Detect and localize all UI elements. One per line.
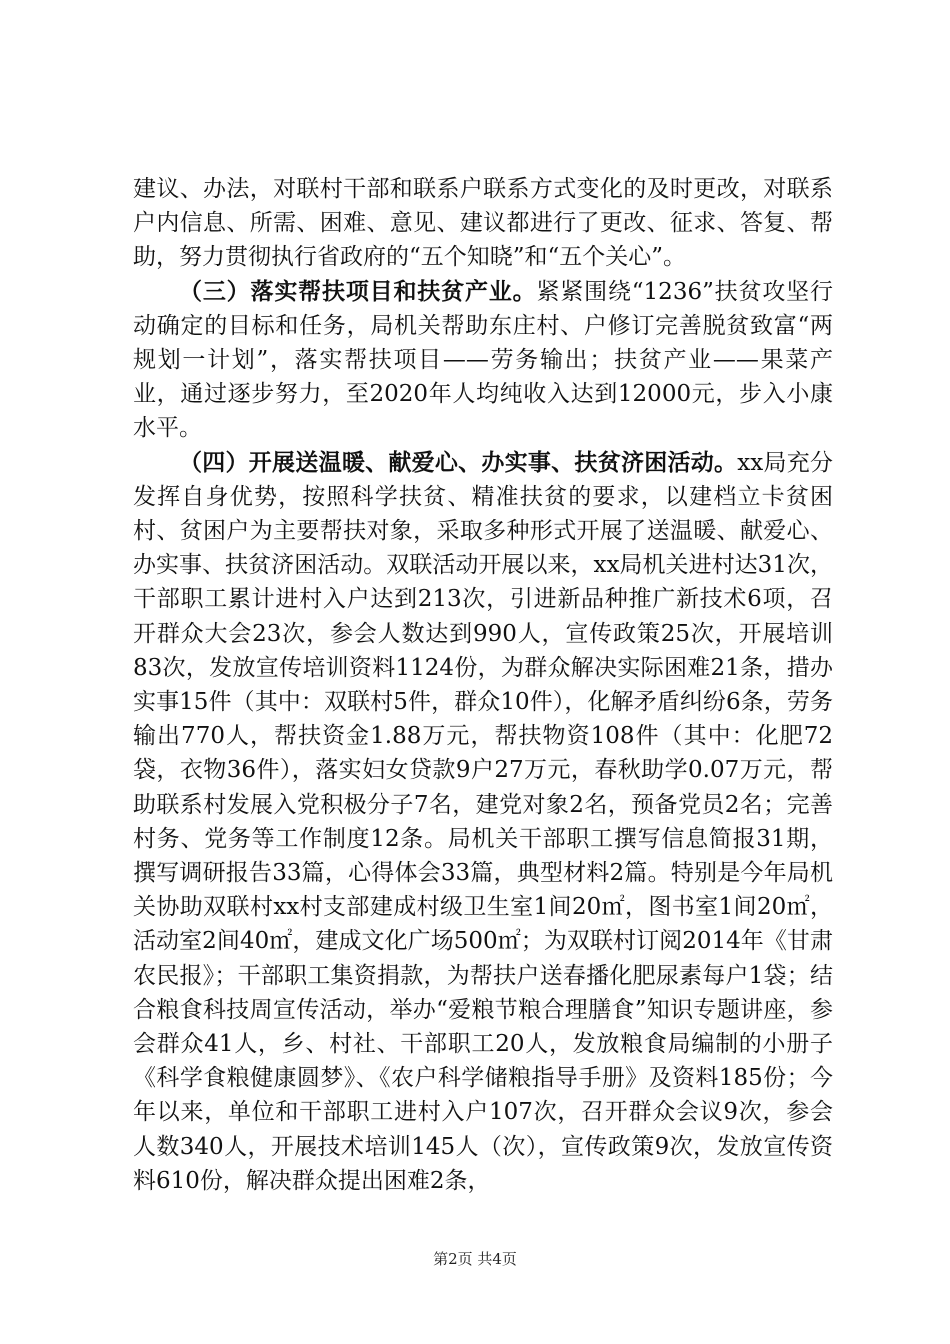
page-number-footer: 第2页 共4页 — [433, 1250, 517, 1268]
section-heading-3: （三）落实帮扶项目和扶贫产业。 — [179, 277, 537, 305]
document-body — [133, 172, 833, 1198]
section-heading-4: （四）开展送温暖、献爱心、办实事、扶贫济困活动。 — [179, 448, 738, 476]
paragraph-section-3 — [133, 275, 833, 446]
paragraph-section-4 — [133, 446, 833, 1198]
paragraph-text: 建议、办法，对联村干部和联系户联系方式变化的及时更改，对联系户内信息、所需、困难、意见、建议都进行了更改、征求、答复、帮助，努力贯彻执行省政府的“五个知晓”和“五个关心”。 — [133, 176, 833, 271]
paragraph-continued — [133, 172, 833, 275]
paragraph-text: xx局充分发挥自身优势，按照科学扶贫、精准扶贫的要求，以建档立卡贫困村、贫困户为主要帮扶对象，采取多种形式开展了送温暖、献爱心、办实事、扶贫济困活动。双联活动开展以来，xx局机关进村达31次，干部职工累计进村入户达到213次，引进新品种推广新技术6项，召开群众大会23次，参会人数达到990人，宣传政策25次，开展培训83次，发放宣传培训资料1124份，为群众解决实际困难21条，措办实事15件（其中：双联村5件，群众10件），化解矛盾纠纷6条，劳务输出770人，帮扶资金1.88万元，帮扶物资108件（其中：化肥72袋，衣物36件），落实妇女贷款9户27万元，春秋助学0.07万元，帮助联系村发展入党积极分子7名，建党对象2名，预备党员2名；完善村务、党务等工作制度12条。局机关干部职工撰写信息简报31期，撰写调研报告33篇，心得体会33篇，典型材料2篇。特别是今年局机关协助双联村xx村支部建成村级卫生室1间20㎡，图书室1间20㎡，活动室2间40㎡，建成文化广场500㎡；为双联村订阅2014年《甘肃农民报》；干部职工集资捐款，为帮扶户送春播化肥尿素每户1袋；结合粮食科技周宣传活动，举办“爱粮节粮合理膳食”知识专题讲座，参会群众41人，乡、村社、干部职工20人，发放粮食局编制的小册子《科学食粮健康圆梦》、《农户科学储粮指导手册》及资料185份；今年以来，单位和干部职工进村入户107次，召开群众会议9次，参会人数340人，开展技术培训145人（次），宣传政策9次，发放宣传资料610份，解决群众提出困难2条， — [133, 449, 833, 1194]
paragraph-text: 紧紧围绕“1236”扶贫攻坚行动确定的目标和任务，局机关帮助东庄村、户修订完善脱贫致富“两规划一计划”，落实帮扶项目——劳务输出；扶贫产业——果菜产业，通过逐步努力，至2020年人均纯收入达到12000元，步入小康水平。 — [133, 278, 833, 442]
